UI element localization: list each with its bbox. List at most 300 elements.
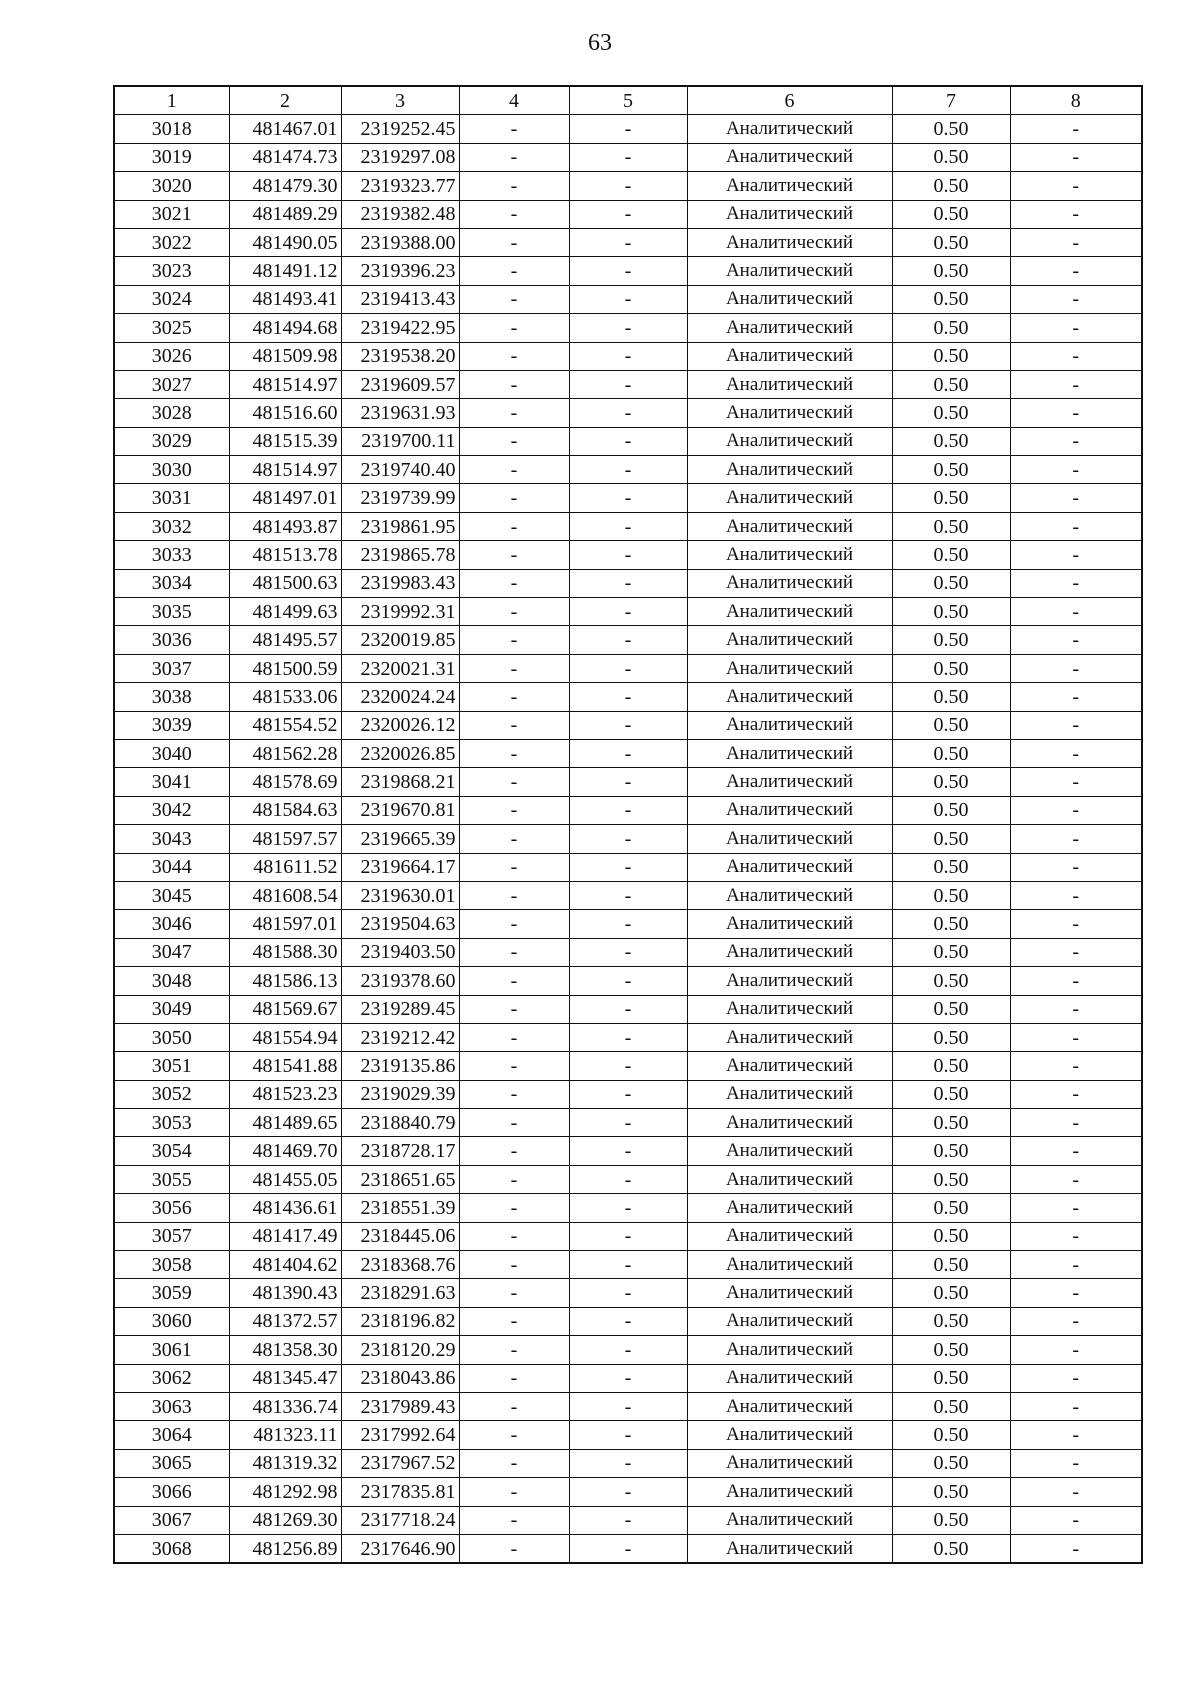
cell-point-number: 3058 — [114, 1251, 229, 1279]
cell-method: Аналитический — [687, 995, 892, 1023]
cell-col-8: - — [1010, 342, 1142, 370]
cell-accuracy: 0.50 — [892, 1307, 1010, 1335]
cell-method: Аналитический — [687, 228, 892, 256]
cell-point-number: 3059 — [114, 1279, 229, 1307]
table-row — [114, 1109, 1142, 1137]
cell-col-5: - — [569, 1506, 687, 1534]
cell-point-number: 3048 — [114, 967, 229, 995]
cell-method: Аналитический — [687, 1392, 892, 1420]
cell-point-number: 3035 — [114, 598, 229, 626]
cell-col-5: - — [569, 967, 687, 995]
table-row — [114, 1478, 1142, 1506]
cell-coord-y: 2318728.17 — [341, 1137, 459, 1165]
cell-col-4: - — [459, 654, 569, 682]
cell-accuracy: 0.50 — [892, 427, 1010, 455]
table-row — [114, 257, 1142, 285]
cell-coord-y: 2319297.08 — [341, 143, 459, 171]
cell-col-4: - — [459, 1506, 569, 1534]
cell-accuracy: 0.50 — [892, 1251, 1010, 1279]
cell-col-5: - — [569, 1364, 687, 1392]
cell-col-5: - — [569, 825, 687, 853]
table-row — [114, 1364, 1142, 1392]
cell-accuracy: 0.50 — [892, 1534, 1010, 1563]
table-row — [114, 1279, 1142, 1307]
column-header: 4 — [459, 86, 569, 115]
cell-coord-y: 2318196.82 — [341, 1307, 459, 1335]
table-row — [114, 910, 1142, 938]
cell-col-5: - — [569, 143, 687, 171]
cell-accuracy: 0.50 — [892, 1421, 1010, 1449]
cell-accuracy: 0.50 — [892, 626, 1010, 654]
cell-method: Аналитический — [687, 427, 892, 455]
table-row — [114, 1392, 1142, 1420]
cell-method: Аналитический — [687, 456, 892, 484]
cell-method: Аналитический — [687, 598, 892, 626]
cell-coord-x: 481417.49 — [229, 1222, 341, 1250]
cell-accuracy: 0.50 — [892, 910, 1010, 938]
cell-accuracy: 0.50 — [892, 1052, 1010, 1080]
cell-col-4: - — [459, 257, 569, 285]
cell-col-4: - — [459, 938, 569, 966]
cell-coord-x: 481495.57 — [229, 626, 341, 654]
cell-coord-x: 481569.67 — [229, 995, 341, 1023]
cell-method: Аналитический — [687, 1052, 892, 1080]
column-header: 2 — [229, 86, 341, 115]
cell-coord-y: 2319323.77 — [341, 172, 459, 200]
table-row — [114, 456, 1142, 484]
cell-method: Аналитический — [687, 1023, 892, 1051]
cell-col-5: - — [569, 1080, 687, 1108]
cell-accuracy: 0.50 — [892, 598, 1010, 626]
cell-point-number: 3031 — [114, 484, 229, 512]
cell-col-8: - — [1010, 853, 1142, 881]
table-row — [114, 1307, 1142, 1335]
cell-point-number: 3029 — [114, 427, 229, 455]
column-header: 1 — [114, 86, 229, 115]
cell-col-5: - — [569, 654, 687, 682]
cell-col-5: - — [569, 1279, 687, 1307]
table-row — [114, 739, 1142, 767]
cell-coord-x: 481372.57 — [229, 1307, 341, 1335]
cell-point-number: 3062 — [114, 1364, 229, 1392]
cell-col-5: - — [569, 1534, 687, 1563]
cell-coord-x: 481390.43 — [229, 1279, 341, 1307]
cell-accuracy: 0.50 — [892, 1165, 1010, 1193]
cell-col-5: - — [569, 342, 687, 370]
cell-coord-x: 481323.11 — [229, 1421, 341, 1449]
table-row — [114, 1023, 1142, 1051]
cell-col-8: - — [1010, 995, 1142, 1023]
cell-point-number: 3028 — [114, 399, 229, 427]
cell-accuracy: 0.50 — [892, 1222, 1010, 1250]
cell-point-number: 3043 — [114, 825, 229, 853]
cell-coord-y: 2317835.81 — [341, 1478, 459, 1506]
cell-coord-x: 481336.74 — [229, 1392, 341, 1420]
table-row — [114, 399, 1142, 427]
cell-coord-y: 2319861.95 — [341, 512, 459, 540]
cell-accuracy: 0.50 — [892, 1137, 1010, 1165]
cell-accuracy: 0.50 — [892, 399, 1010, 427]
cell-accuracy: 0.50 — [892, 115, 1010, 143]
table-row — [114, 967, 1142, 995]
column-header: 7 — [892, 86, 1010, 115]
table-row — [114, 1506, 1142, 1534]
cell-method: Аналитический — [687, 796, 892, 824]
cell-method: Аналитический — [687, 342, 892, 370]
table-row — [114, 1052, 1142, 1080]
cell-coord-y: 2319740.40 — [341, 456, 459, 484]
cell-col-4: - — [459, 342, 569, 370]
table-row — [114, 1449, 1142, 1477]
table-row — [114, 796, 1142, 824]
table-row — [114, 995, 1142, 1023]
cell-coord-y: 2319422.95 — [341, 314, 459, 342]
cell-col-4: - — [459, 995, 569, 1023]
cell-col-5: - — [569, 796, 687, 824]
table-row — [114, 711, 1142, 739]
cell-col-5: - — [569, 569, 687, 597]
cell-col-5: - — [569, 1307, 687, 1335]
cell-col-4: - — [459, 910, 569, 938]
cell-coord-x: 481269.30 — [229, 1506, 341, 1534]
cell-coord-y: 2319212.42 — [341, 1023, 459, 1051]
cell-col-4: - — [459, 967, 569, 995]
cell-col-4: - — [459, 626, 569, 654]
cell-col-5: - — [569, 512, 687, 540]
cell-col-5: - — [569, 1251, 687, 1279]
cell-col-5: - — [569, 541, 687, 569]
cell-method: Аналитический — [687, 654, 892, 682]
table-row — [114, 938, 1142, 966]
cell-col-8: - — [1010, 1478, 1142, 1506]
cell-accuracy: 0.50 — [892, 257, 1010, 285]
cell-point-number: 3038 — [114, 683, 229, 711]
cell-col-5: - — [569, 1478, 687, 1506]
cell-accuracy: 0.50 — [892, 172, 1010, 200]
cell-accuracy: 0.50 — [892, 342, 1010, 370]
cell-point-number: 3036 — [114, 626, 229, 654]
cell-method: Аналитический — [687, 1449, 892, 1477]
table-row — [114, 1080, 1142, 1108]
cell-point-number: 3032 — [114, 512, 229, 540]
table-header-row — [114, 86, 1142, 115]
cell-coord-x: 481499.63 — [229, 598, 341, 626]
cell-col-8: - — [1010, 143, 1142, 171]
cell-accuracy: 0.50 — [892, 285, 1010, 313]
cell-col-8: - — [1010, 1449, 1142, 1477]
cell-method: Аналитический — [687, 172, 892, 200]
cell-point-number: 3033 — [114, 541, 229, 569]
table-row — [114, 370, 1142, 398]
table-row — [114, 1336, 1142, 1364]
cell-col-5: - — [569, 768, 687, 796]
cell-col-8: - — [1010, 967, 1142, 995]
cell-col-4: - — [459, 825, 569, 853]
table-row — [114, 1222, 1142, 1250]
cell-method: Аналитический — [687, 1421, 892, 1449]
cell-coord-x: 481489.29 — [229, 200, 341, 228]
cell-coord-y: 2319630.01 — [341, 881, 459, 909]
cell-col-4: - — [459, 314, 569, 342]
cell-coord-y: 2317646.90 — [341, 1534, 459, 1563]
cell-point-number: 3060 — [114, 1307, 229, 1335]
cell-col-5: - — [569, 427, 687, 455]
cell-col-5: - — [569, 228, 687, 256]
cell-col-4: - — [459, 1251, 569, 1279]
cell-method: Аналитический — [687, 825, 892, 853]
cell-col-8: - — [1010, 1052, 1142, 1080]
cell-point-number: 3066 — [114, 1478, 229, 1506]
cell-col-5: - — [569, 626, 687, 654]
cell-col-8: - — [1010, 257, 1142, 285]
cell-accuracy: 0.50 — [892, 711, 1010, 739]
cell-col-8: - — [1010, 1506, 1142, 1534]
cell-coord-x: 481578.69 — [229, 768, 341, 796]
cell-col-8: - — [1010, 228, 1142, 256]
column-header: 5 — [569, 86, 687, 115]
cell-coord-x: 481554.52 — [229, 711, 341, 739]
column-header: 8 — [1010, 86, 1142, 115]
cell-coord-y: 2319983.43 — [341, 569, 459, 597]
cell-col-5: - — [569, 739, 687, 767]
cell-col-8: - — [1010, 598, 1142, 626]
table-row — [114, 654, 1142, 682]
cell-accuracy: 0.50 — [892, 569, 1010, 597]
cell-coord-x: 481509.98 — [229, 342, 341, 370]
cell-coord-x: 481554.94 — [229, 1023, 341, 1051]
cell-col-8: - — [1010, 1251, 1142, 1279]
cell-method: Аналитический — [687, 1279, 892, 1307]
cell-point-number: 3057 — [114, 1222, 229, 1250]
cell-point-number: 3042 — [114, 796, 229, 824]
cell-col-8: - — [1010, 172, 1142, 200]
cell-method: Аналитический — [687, 711, 892, 739]
cell-coord-x: 481588.30 — [229, 938, 341, 966]
cell-col-5: - — [569, 115, 687, 143]
cell-point-number: 3064 — [114, 1421, 229, 1449]
cell-accuracy: 0.50 — [892, 1194, 1010, 1222]
cell-col-4: - — [459, 541, 569, 569]
cell-coord-x: 481493.87 — [229, 512, 341, 540]
cell-col-4: - — [459, 285, 569, 313]
cell-col-5: - — [569, 1392, 687, 1420]
cell-col-4: - — [459, 1052, 569, 1080]
cell-col-5: - — [569, 1421, 687, 1449]
cell-coord-y: 2320021.31 — [341, 654, 459, 682]
cell-col-8: - — [1010, 200, 1142, 228]
table-row — [114, 285, 1142, 313]
cell-method: Аналитический — [687, 1534, 892, 1563]
cell-col-4: - — [459, 1109, 569, 1137]
table-row — [114, 1251, 1142, 1279]
cell-point-number: 3018 — [114, 115, 229, 143]
cell-accuracy: 0.50 — [892, 512, 1010, 540]
cell-coord-y: 2319382.48 — [341, 200, 459, 228]
table-row — [114, 172, 1142, 200]
cell-accuracy: 0.50 — [892, 1109, 1010, 1137]
cell-point-number: 3023 — [114, 257, 229, 285]
cell-method: Аналитический — [687, 1194, 892, 1222]
table-row — [114, 598, 1142, 626]
cell-col-8: - — [1010, 1165, 1142, 1193]
cell-method: Аналитический — [687, 569, 892, 597]
cell-coord-x: 481533.06 — [229, 683, 341, 711]
cell-coord-x: 481474.73 — [229, 143, 341, 171]
cell-coord-y: 2318368.76 — [341, 1251, 459, 1279]
cell-point-number: 3046 — [114, 910, 229, 938]
cell-accuracy: 0.50 — [892, 938, 1010, 966]
cell-coord-x: 481490.05 — [229, 228, 341, 256]
cell-col-4: - — [459, 1449, 569, 1477]
cell-coord-x: 481292.98 — [229, 1478, 341, 1506]
cell-col-8: - — [1010, 456, 1142, 484]
table-row — [114, 512, 1142, 540]
cell-col-8: - — [1010, 938, 1142, 966]
cell-coord-x: 481479.30 — [229, 172, 341, 200]
cell-coord-y: 2319670.81 — [341, 796, 459, 824]
cell-method: Аналитический — [687, 115, 892, 143]
cell-method: Аналитический — [687, 1165, 892, 1193]
cell-coord-y: 2319992.31 — [341, 598, 459, 626]
cell-col-5: - — [569, 1109, 687, 1137]
table-row — [114, 1165, 1142, 1193]
cell-col-4: - — [459, 1392, 569, 1420]
cell-col-4: - — [459, 1336, 569, 1364]
cell-col-8: - — [1010, 768, 1142, 796]
cell-col-5: - — [569, 1023, 687, 1051]
cell-method: Аналитический — [687, 1137, 892, 1165]
cell-point-number: 3055 — [114, 1165, 229, 1193]
cell-coord-y: 2318445.06 — [341, 1222, 459, 1250]
cell-col-4: - — [459, 1421, 569, 1449]
cell-coord-y: 2319388.00 — [341, 228, 459, 256]
cell-method: Аналитический — [687, 739, 892, 767]
cell-col-8: - — [1010, 1392, 1142, 1420]
cell-method: Аналитический — [687, 1109, 892, 1137]
cell-col-8: - — [1010, 1336, 1142, 1364]
cell-point-number: 3053 — [114, 1109, 229, 1137]
cell-coord-x: 481586.13 — [229, 967, 341, 995]
cell-col-8: - — [1010, 115, 1142, 143]
cell-coord-x: 481436.61 — [229, 1194, 341, 1222]
cell-method: Аналитический — [687, 399, 892, 427]
cell-coord-y: 2318043.86 — [341, 1364, 459, 1392]
cell-point-number: 3068 — [114, 1534, 229, 1563]
cell-col-4: - — [459, 370, 569, 398]
table-row — [114, 115, 1142, 143]
cell-coord-x: 481491.12 — [229, 257, 341, 285]
cell-method: Аналитический — [687, 1336, 892, 1364]
table-row — [114, 143, 1142, 171]
cell-accuracy: 0.50 — [892, 825, 1010, 853]
table-row — [114, 541, 1142, 569]
cell-col-4: - — [459, 1023, 569, 1051]
cell-col-4: - — [459, 1279, 569, 1307]
cell-col-5: - — [569, 399, 687, 427]
cell-col-4: - — [459, 484, 569, 512]
table-row — [114, 881, 1142, 909]
cell-accuracy: 0.50 — [892, 1279, 1010, 1307]
cell-method: Аналитический — [687, 881, 892, 909]
cell-accuracy: 0.50 — [892, 1023, 1010, 1051]
cell-method: Аналитический — [687, 1080, 892, 1108]
cell-method: Аналитический — [687, 370, 892, 398]
table-row — [114, 427, 1142, 455]
cell-coord-y: 2317992.64 — [341, 1421, 459, 1449]
cell-point-number: 3067 — [114, 1506, 229, 1534]
cell-accuracy: 0.50 — [892, 654, 1010, 682]
cell-col-4: - — [459, 881, 569, 909]
cell-coord-x: 481597.01 — [229, 910, 341, 938]
cell-col-8: - — [1010, 1137, 1142, 1165]
cell-col-8: - — [1010, 654, 1142, 682]
cell-point-number: 3026 — [114, 342, 229, 370]
cell-coord-y: 2319865.78 — [341, 541, 459, 569]
cell-coord-y: 2320026.12 — [341, 711, 459, 739]
table-row — [114, 1194, 1142, 1222]
cell-col-8: - — [1010, 285, 1142, 313]
cell-coord-y: 2318551.39 — [341, 1194, 459, 1222]
cell-col-4: - — [459, 739, 569, 767]
cell-coord-y: 2319664.17 — [341, 853, 459, 881]
cell-coord-x: 481516.60 — [229, 399, 341, 427]
cell-coord-y: 2319252.45 — [341, 115, 459, 143]
table-row — [114, 342, 1142, 370]
cell-point-number: 3050 — [114, 1023, 229, 1051]
cell-coord-y: 2319289.45 — [341, 995, 459, 1023]
cell-coord-y: 2319029.39 — [341, 1080, 459, 1108]
cell-col-5: - — [569, 484, 687, 512]
cell-coord-x: 481541.88 — [229, 1052, 341, 1080]
cell-accuracy: 0.50 — [892, 853, 1010, 881]
cell-method: Аналитический — [687, 1478, 892, 1506]
cell-method: Аналитический — [687, 967, 892, 995]
cell-col-8: - — [1010, 314, 1142, 342]
cell-col-4: - — [459, 768, 569, 796]
cell-col-8: - — [1010, 399, 1142, 427]
page-number: 63 — [588, 30, 612, 56]
cell-col-8: - — [1010, 484, 1142, 512]
cell-method: Аналитический — [687, 626, 892, 654]
cell-method: Аналитический — [687, 285, 892, 313]
cell-point-number: 3021 — [114, 200, 229, 228]
cell-col-5: - — [569, 285, 687, 313]
cell-coord-y: 2319631.93 — [341, 399, 459, 427]
cell-point-number: 3039 — [114, 711, 229, 739]
cell-accuracy: 0.50 — [892, 1392, 1010, 1420]
column-header: 3 — [341, 86, 459, 115]
cell-accuracy: 0.50 — [892, 1506, 1010, 1534]
cell-col-4: - — [459, 598, 569, 626]
cell-coord-x: 481562.28 — [229, 739, 341, 767]
cell-point-number: 3030 — [114, 456, 229, 484]
cell-col-8: - — [1010, 1194, 1142, 1222]
cell-col-5: - — [569, 257, 687, 285]
cell-col-8: - — [1010, 1364, 1142, 1392]
cell-col-8: - — [1010, 739, 1142, 767]
cell-coord-x: 481515.39 — [229, 427, 341, 455]
table-row — [114, 768, 1142, 796]
cell-method: Аналитический — [687, 1222, 892, 1250]
cell-method: Аналитический — [687, 512, 892, 540]
cell-coord-x: 481455.05 — [229, 1165, 341, 1193]
cell-accuracy: 0.50 — [892, 1336, 1010, 1364]
cell-col-5: - — [569, 456, 687, 484]
table-row — [114, 626, 1142, 654]
cell-col-4: - — [459, 853, 569, 881]
cell-method: Аналитический — [687, 768, 892, 796]
cell-col-8: - — [1010, 910, 1142, 938]
